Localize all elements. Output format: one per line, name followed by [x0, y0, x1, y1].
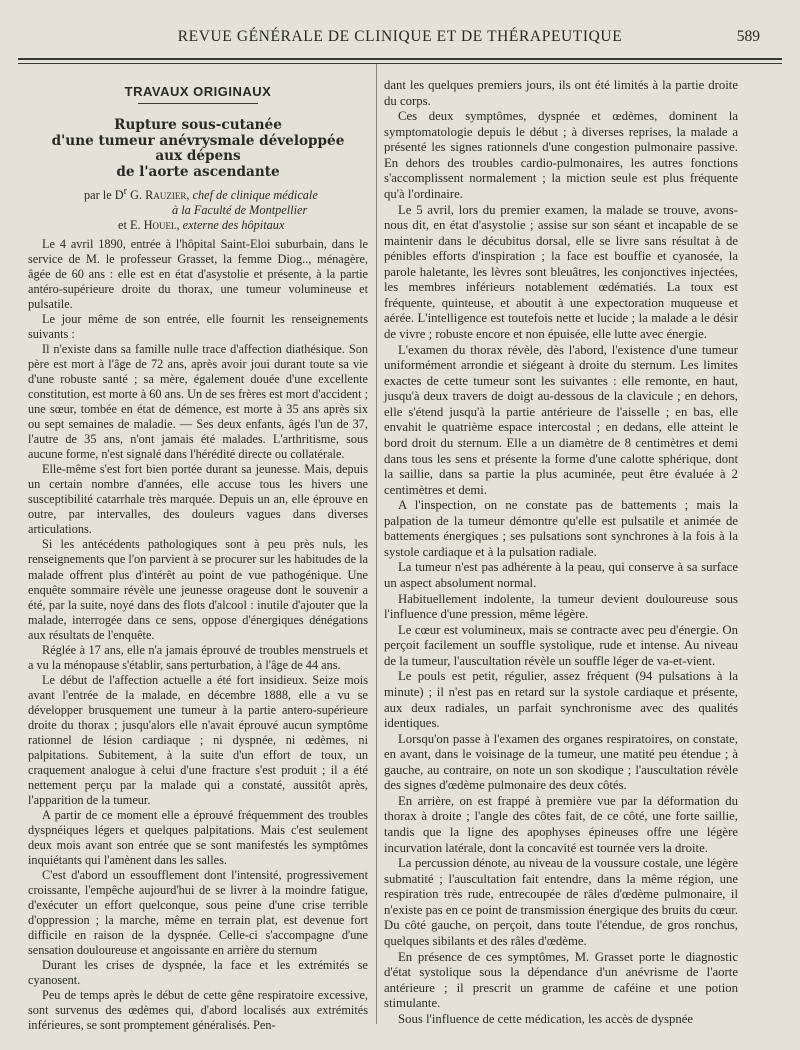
paragraph: Le 5 avril, lors du premier examen, la malade se trouve, avons-nous dit, en état d'asystolie ; assise sur son séant et incapable de se maintenir dans le décubitus dorsal, elle se livre sans résultat à de pénibles efforts d'inspiration ; la face est bouffie et cyanosée, la parole haletante, les lèvres sont bleuâtres, les conjonctives injectées, les membres inférieurs notablement œdématiés. La toux est fréquente, quinteuse, et aboutit à une expectoration muqueuse et aérée. L'intelligence est toutefois nette et lucide ; la malade a le désir de vivre ; robuste encore et non épuisée, elle lutte avec énergie.	[384, 202, 738, 341]
paragraph: La tumeur n'est pas adhérente à la peau, qui conserve à sa surface un aspect absolument normal.	[384, 560, 738, 590]
paragraph: C'est d'abord un essoufflement dont l'intensité, progressivement croissante, l'empêche aujourd'hui de se livrer à la moindre fatigue, d'exécuter un effort quelconque, sous peine d'une crise terrible d'oppression ; la marche, même en terrain plat, est devenue fort difficile en raison de la dyspnée. Celle-ci s'accompagne d'une sensation douloureuse et angoissante en arrière du sternum	[28, 867, 368, 957]
paragraph: Le pouls est petit, régulier, assez fréquent (94 pulsations à la minute) ; il n'est pas en retard sur la systole cardiaque et présente, aux deux radiales, un parfait synchronisme avec des qualités identiques.	[384, 669, 738, 731]
paragraph: Durant les crises de dyspnée, la face et les extrémités se cyanosent.	[28, 957, 368, 987]
paragraph: Réglée à 17 ans, elle n'a jamais éprouvé de troubles menstruels et a vu la ménopause s'établir, sans perturbation, à l'âge de 44 ans.	[28, 642, 368, 672]
author-1-role: chef de clinique médicale	[192, 188, 318, 203]
right-column	[384, 78, 738, 1027]
paragraph: Si les antécédents pathologiques sont à peu près nuls, les renseignements que l'on parvient à se procurer sur les habitudes de la malade offrent plus d'intérêt au point de vue pathogénique. Une enquête sommaire révèle une jeunesse orageuse dont le souvenir a été, par la suite, noyé dans des flots d'alcool : inutile d'ajouter que la malade, interrogée dans ce sens, oppose d'énergiques dénégations aux résultats de l'enquête.	[28, 537, 368, 642]
paragraph: dant les quelques premiers jours, ils ont été limités à la partie droite du corps.	[384, 78, 738, 108]
paragraph: Le jour même de son entrée, elle fournit les renseignements suivants :	[28, 312, 368, 342]
paragraph: Sous l'influence de cette médication, les accès de dyspnée	[398, 1011, 694, 1026]
paragraph: Elle-même s'est fort bien portée durant sa jeunesse. Mais, depuis un certain nombre d'années, elle accuse tous les hivers une susceptibilité catarrhale très marquée. Depuis un an, elle éprouve en outre, par intervalles, des douleurs vagues dans diverses articulations.	[28, 462, 368, 537]
paragraph: Il n'existe dans sa famille nulle trace d'affection diathésique. Son père est mort à l'âge de 72 ans, après avoir joui durant toute sa vie d'une robuste santé ; sa mère, également douée d'une excellente constitution, est morte à 60 ans. Un de ses frères est mort d'accident ; une sœur, tombée en état de démence, est morte à 35 ans après six ou sept semaines de maladie. — Ses deux enfants, âgés l'un de 37, l'autre de 35 ans, n'ont jamais été malades. L'arthritisme, sous aucune forme, n'est signalé dans l'hérédité directe ou collatérale.	[28, 342, 368, 462]
page-number: 589	[736, 28, 760, 45]
section-rule	[138, 103, 258, 104]
byline-prefix: par le D	[84, 188, 124, 203]
article-title-line-1: Rupture sous-cutanée	[114, 117, 282, 134]
paragraph: Le début de l'affection actuelle a été fort insidieux. Seize mois avant l'entrée de la malade, en décembre 1888, elle a vu se développer brusquement une tumeur à la partie antero-supérieure droite du thorax ; jusqu'alors elle n'avait éprouvé aucun symptôme rationnel de lésion cardiaque ; ni dyspnée, ni œdèmes, ni palpitations. Subitement, à la suite d'un effort de toux, un craquement analogue à celui d'une fracture s'est produit ; il a été nettement perçu par la malade qui a constaté, aussitôt après, l'apparition de la tumeur.	[28, 672, 368, 807]
byline-initial: G.	[127, 188, 146, 203]
byline-author-2: et E. Houel, externe des hôpitaux	[118, 218, 285, 233]
left-column	[28, 84, 368, 1033]
paragraph: En arrière, on est frappé à première vue par la déformation du thorax à droite ; l'angle des côtes fait, de ce côté, une forte saillie, tandis que la ligne des apophyses épineuses offre une légère incurvation latérale, dont la concavité est tournée vers la droite.	[384, 793, 738, 855]
section-heading: TRAVAUX ORIGINAUX	[124, 84, 272, 99]
byline-author-1: par le $D^r$ G. Rauzier, chef de clinique médicale	[84, 186, 318, 203]
column-divider	[376, 64, 377, 1024]
paragraph: En présence de ces symptômes, M. Grasset porte le diagnostic d'état systolique sous la dépendance d'un anévrisme de l'aorte antérieure ; il prescrit un gramme de caféine et une potion stimulante.	[384, 949, 738, 1011]
paragraph: A l'inspection, on ne constate pas de battements ; mais la palpation de la tumeur démontre qu'elle est pulsatile et animée de battements énergiques ; ses pulsations sont synchrones à la fois à la systole cardiaque et à la pulsation radiale.	[384, 498, 738, 559]
article-title-line-3: aux dépens	[155, 148, 241, 165]
paragraph: L'examen du thorax révèle, dès l'abord, l'existence d'une tumeur uniformément arrondie et siégeant à droite du sternum. Les limites exactes de cette tumeur sont les suivantes : elle remonte, en haut, jusqu'à deux travers de doigt au-dessous de la clavicule ; en dehors, elle s'étend jusqu'à la partie antérieure de l'aisselle ; en bas, elle envahit le quatrième espace intercostal ; en dedans, elle atteint le bord droit du sternum. Elle a un diamètre de 8 centimètres et demi dans tous les sens et présente la forme d'une calotte sphérique, dont la saillie, dans sa partie la plus acuminée, peut être évaluée à 2 centimètres et demi.	[384, 342, 738, 497]
article-title	[28, 118, 368, 180]
author-1-name: Rauzier	[145, 188, 187, 203]
paragraph: Ces deux symptômes, dyspnée et œdèmes, dominent la symptomatologie depuis le début ; à diverses reprises, la malade a présenté les signes rationnels d'une congestion pulmonaire passive. En dehors des troubles cardio-pulmonaires, les autres fonctions s'accomplissent normalement ; la miction seule est plus fréquente qu'à l'ordinaire.	[384, 109, 738, 201]
paragraph: Le cœur est volumineux, mais se contracte avec peu d'énergie. On perçoit facilement un souffle systolique, rude et intense. Au niveau de la tumeur, l'auscultation révèle un souffle léger de va-et-vient.	[384, 622, 738, 668]
paragraph: Le 4 avril 1890, entrée à l'hôpital Saint-Eloi suburbain, dans le service de M. le professeur Grasset, la femme Diog.., ménagère, âgée de 60 ans : elle est en état d'asystolie et présente, à la partie antéro-supérieure droite du thorax, une tumeur volumineuse et pulsatile.	[28, 237, 368, 312]
author-2-name: Houel	[143, 218, 177, 233]
byline-sup: r	[123, 186, 128, 198]
paragraph: Peu de temps après le début de cette gêne respiratoire excessive, sont survenus des œdèmes qui, d'abord localisés aux extrémités inférieures, se sont promptement généralisés. Pen-	[28, 987, 368, 1032]
header-rule	[18, 58, 782, 64]
affiliation-text: à la Faculté de Montpellier	[172, 203, 308, 218]
paragraph: A partir de ce moment elle a éprouvé fréquemment des troubles dyspnéiques légers et quelques palpitations. Mais c'est seulement deux mois avant son entrée que se sont manifestés les symptômes inquiétants qui l'amènent dans les salles.	[28, 807, 368, 867]
running-title: REVUE GÉNÉRALE DE CLINIQUE ET DE THÉRAPEUTIQUE	[177, 28, 623, 45]
author-2-role: externe des hôpitaux	[182, 218, 285, 233]
paragraph: Lorsqu'on passe à l'examen des organes respiratoires, on constate, en avant, dans le voisinage de la tumeur, une matité peu étendue ; à gauche, au contraire, on note un son skodique ; l'auscultation révèle des signes d'œdème pulmonaire des deux côtés.	[384, 731, 738, 793]
byline-affiliation	[28, 203, 368, 218]
paragraph: La percussion dénote, au niveau de la voussure costale, une légère submatité ; l'auscultation fait entendre, dans la même région, une respiration très rude, entrecoupée de râles d'œdème pulmonaire, il n'existe pas en ce point de transmission énergique des bruits du cœur. Du côté gauche, on perçoit, dans toute l'étendue, de gros ronchus, quelques sibilants et des râles d'œdème.	[384, 856, 738, 948]
running-head	[0, 28, 800, 50]
article-title-line-4: de l'aorte ascendante	[116, 163, 280, 180]
article-title-line-2: d'une tumeur anévrysmale développée	[51, 132, 345, 149]
byline-prefix-2: et E.	[118, 218, 144, 233]
paragraph: Habituellement indolente, la tumeur devient douloureuse sous l'influence d'une pression, même légère.	[384, 591, 738, 622]
